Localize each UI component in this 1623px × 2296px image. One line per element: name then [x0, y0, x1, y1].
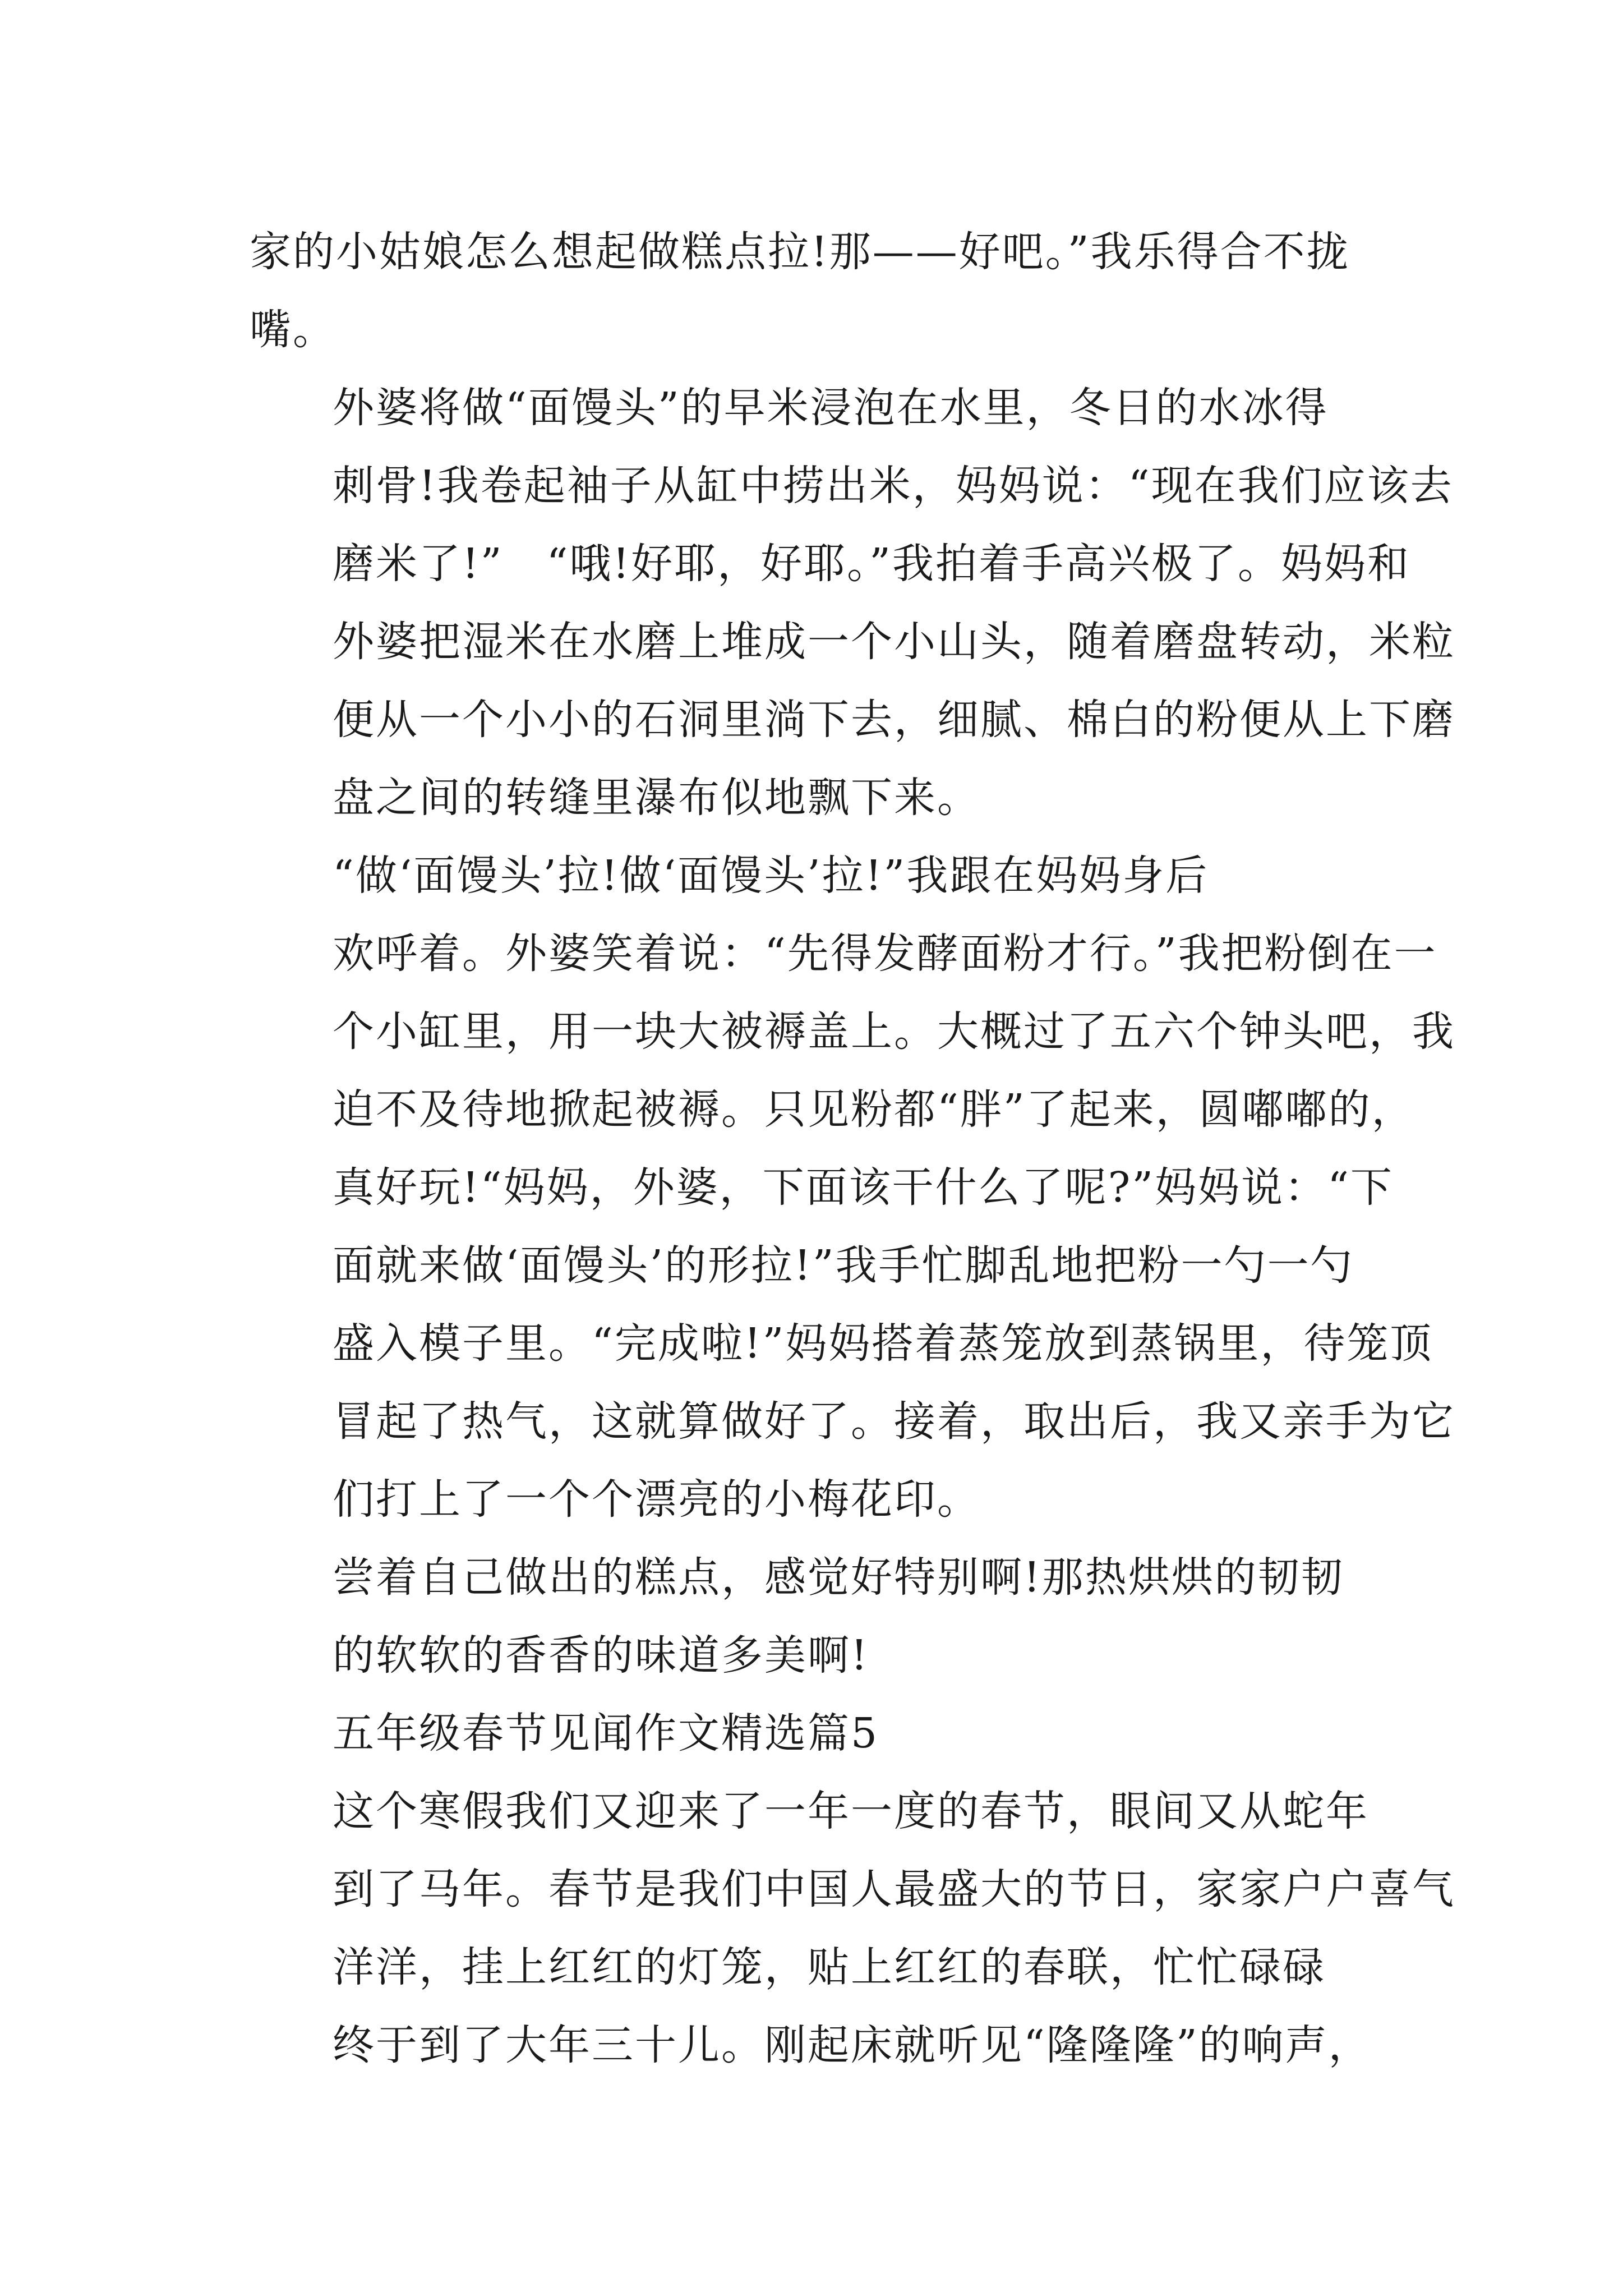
text-line: 外婆把湿米在水磨上堆成一个小山头，随着磨盘转动，米粒: [333, 618, 1455, 666]
text-line: 这个寒假我们又迎来了一年一度的春节，眼间又从蛇年: [333, 1787, 1369, 1835]
paragraph: [250, 1773, 1455, 2007]
text-line: “做‘面馒头’拉!做‘面馒头’拉!”我跟在妈妈身后: [333, 852, 1209, 900]
text-line: 到了马年。春节是我们中国人最盛大的节日，家家户户喜气: [333, 1865, 1455, 1913]
text-line: 刺骨!我卷起袖子从缸中捞出米，妈妈说：“现在我们应该去: [333, 462, 1454, 510]
text-line: 终于到了大年三十儿。刚起床就听见“隆隆隆”的响声，: [333, 2021, 1372, 2069]
text-line: 五年级春节见闻作文精选篇5: [333, 1709, 879, 1757]
paragraph: [250, 1539, 1394, 1695]
text-line: 外婆将做“面馒头”的早米浸泡在水里，冬日的水冰得: [333, 384, 1329, 432]
text-line: 磨米了!” “哦!好耶，好耶。”我拍着手高兴极了。妈妈和: [333, 540, 1410, 588]
text-line: 家的小姑娘怎么想起做糕点拉!那——好吧。”我乐得合不拢: [250, 228, 1350, 276]
text-line: 尝着自己做出的糕点，感觉好特别啊!那热烘烘的韧韧: [333, 1553, 1344, 1602]
text-line: 盛入模子里。“完成啦!”妈妈搭着蒸笼放到蒸锅里，待笼顶: [333, 1319, 1433, 1368]
paragraph: [250, 2007, 1394, 2085]
text-line: 冒起了热气，这就算做好了。接着，取出后，我又亲手为它: [333, 1397, 1455, 1446]
text-line: 欢呼着。外婆笑着说：“先得发酵面粉才行。”我把粉倒在一: [333, 930, 1437, 978]
paragraph: [250, 1695, 1394, 1773]
text-line: 的软软的香香的味道多美啊!: [333, 1631, 869, 1680]
document-body: [250, 213, 1455, 2085]
text-line: 面就来做‘面馒头’的形拉!”我手忙脚乱地把粉一勺一勺: [333, 1241, 1354, 1290]
paragraph: [250, 213, 1394, 369]
text-line: 洋洋，挂上红红的灯笼，贴上红红的春联，忙忙碌碌: [333, 1943, 1326, 1991]
text-line: 盘之间的转缝里瀑布似地飘下来。: [333, 774, 980, 822]
paragraph: [250, 837, 1455, 1539]
text-line: 嘴。: [250, 306, 336, 354]
text-line: 真好玩!“妈妈，外婆，下面该干什么了呢?”妈妈说：“下: [333, 1163, 1394, 1212]
text-line: 们打上了一个个漂亮的小梅花印。: [333, 1475, 980, 1524]
text-line: 便从一个小小的石洞里淌下去，细腻、棉白的粉便从上下磨: [333, 696, 1455, 744]
text-line: 个小缸里，用一块大被褥盖上。大概过了五六个钟头吧，我: [333, 1007, 1455, 1056]
paragraph: [250, 369, 1455, 837]
text-line: 迫不及待地掀起被褥。只见粉都“胖”了起来，圆嘟嘟的，: [333, 1085, 1415, 1134]
